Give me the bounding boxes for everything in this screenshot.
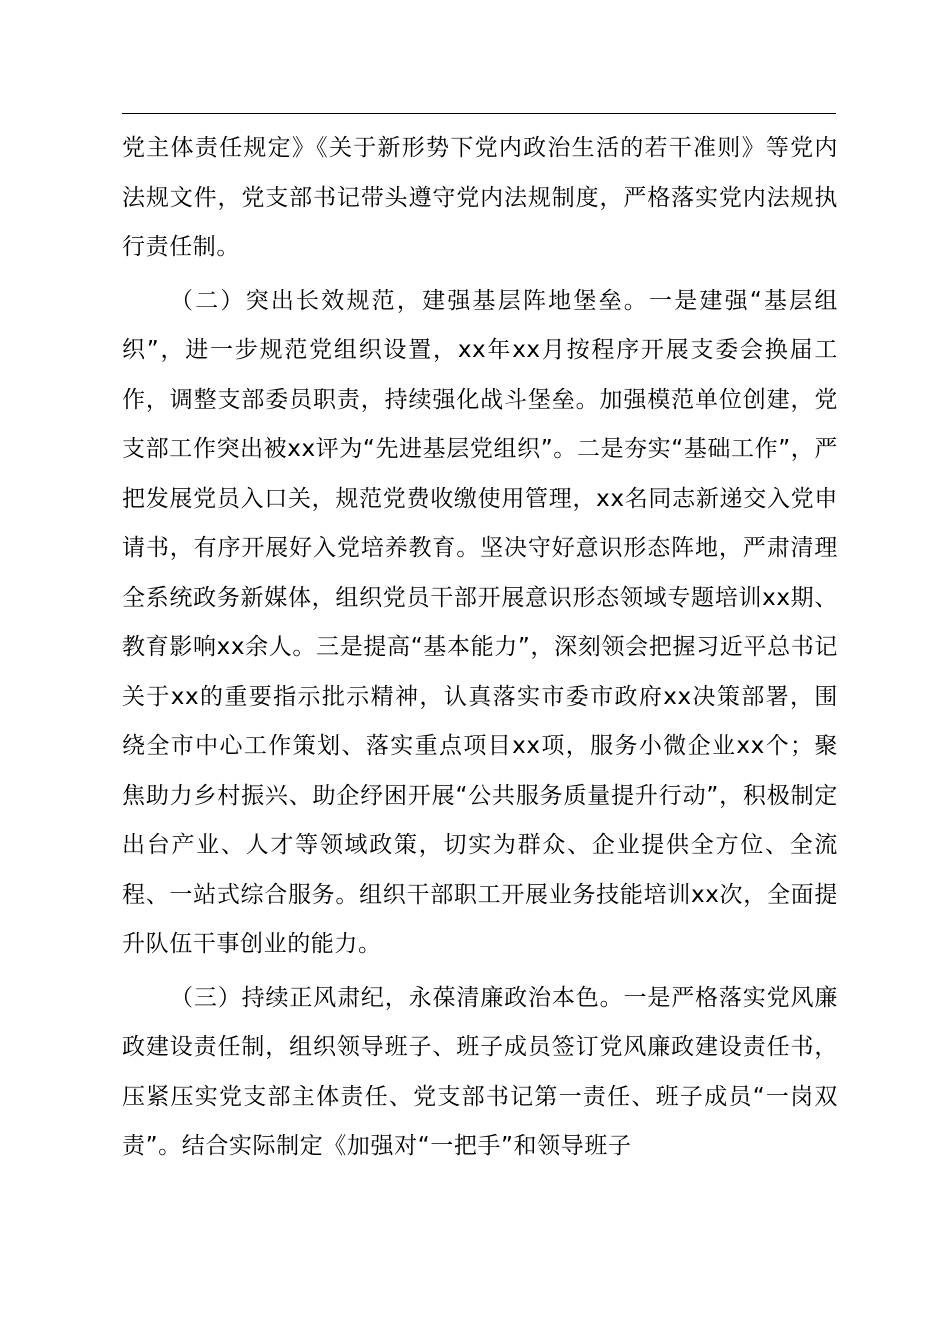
paragraph-section-3: （三）持续正风肃纪，永葆清廉政治本色。一是严格落实党风廉政建设责任制，组织领导班子、班子成员签订党风廉政建设责任书，压紧压实党支部主体责任、党支部书记第一责任、班子成员“一岗双责”。结合实际制定《加强对“一把手”和领导班子 <box>122 984 838 1159</box>
paragraph-continuation: 党主体责任规定》《关于新形势下党内政治生活的若干准则》等党内法规文件，党支部书记带头遵守党内法规制度，严格落实党内法规执行责任制。 <box>122 135 838 260</box>
paragraph-section-2: （二）突出长效规范，建强基层阵地堡垒。一是建强“基层组织”，进一步规范党组织设置，xx年xx月按程序开展支委会换届工作，调整支部委员职责，持续强化战斗堡垒。加强模范单位创建，党支部工作突出被xx评为“先进基层党组织”。二是夯实“基础工作”，严把发展党员入口关，规范党费收缴使用管理，xx名同志新递交入党申请书，有序开展好入党培养教育。坚决守好意识形态阵地，严肃清理全系统政务新媒体，组织党员干部开展意识形态领域专题培训xx期、教育影响xx余人。三是提高“基本能力”，深刻领会把握习近平总书记关于xx的重要指示批示精神，认真落实市委市政府xx决策部署，围绕全市中心工作策划、落实重点项目xx项，服务小微企业xx个；聚焦助力乡村振兴、助企纾困开展“公共服务质量提升行动”，积极制定出台产业、人才等领域政策，切实为群众、企业提供全方位、全流程、一站式综合服务。组织干部职工开展业务技能培训xx次，全面提升队伍干事创业的能力。 <box>122 287 838 957</box>
header-rule <box>122 113 836 114</box>
body-text <box>122 124 838 1172</box>
